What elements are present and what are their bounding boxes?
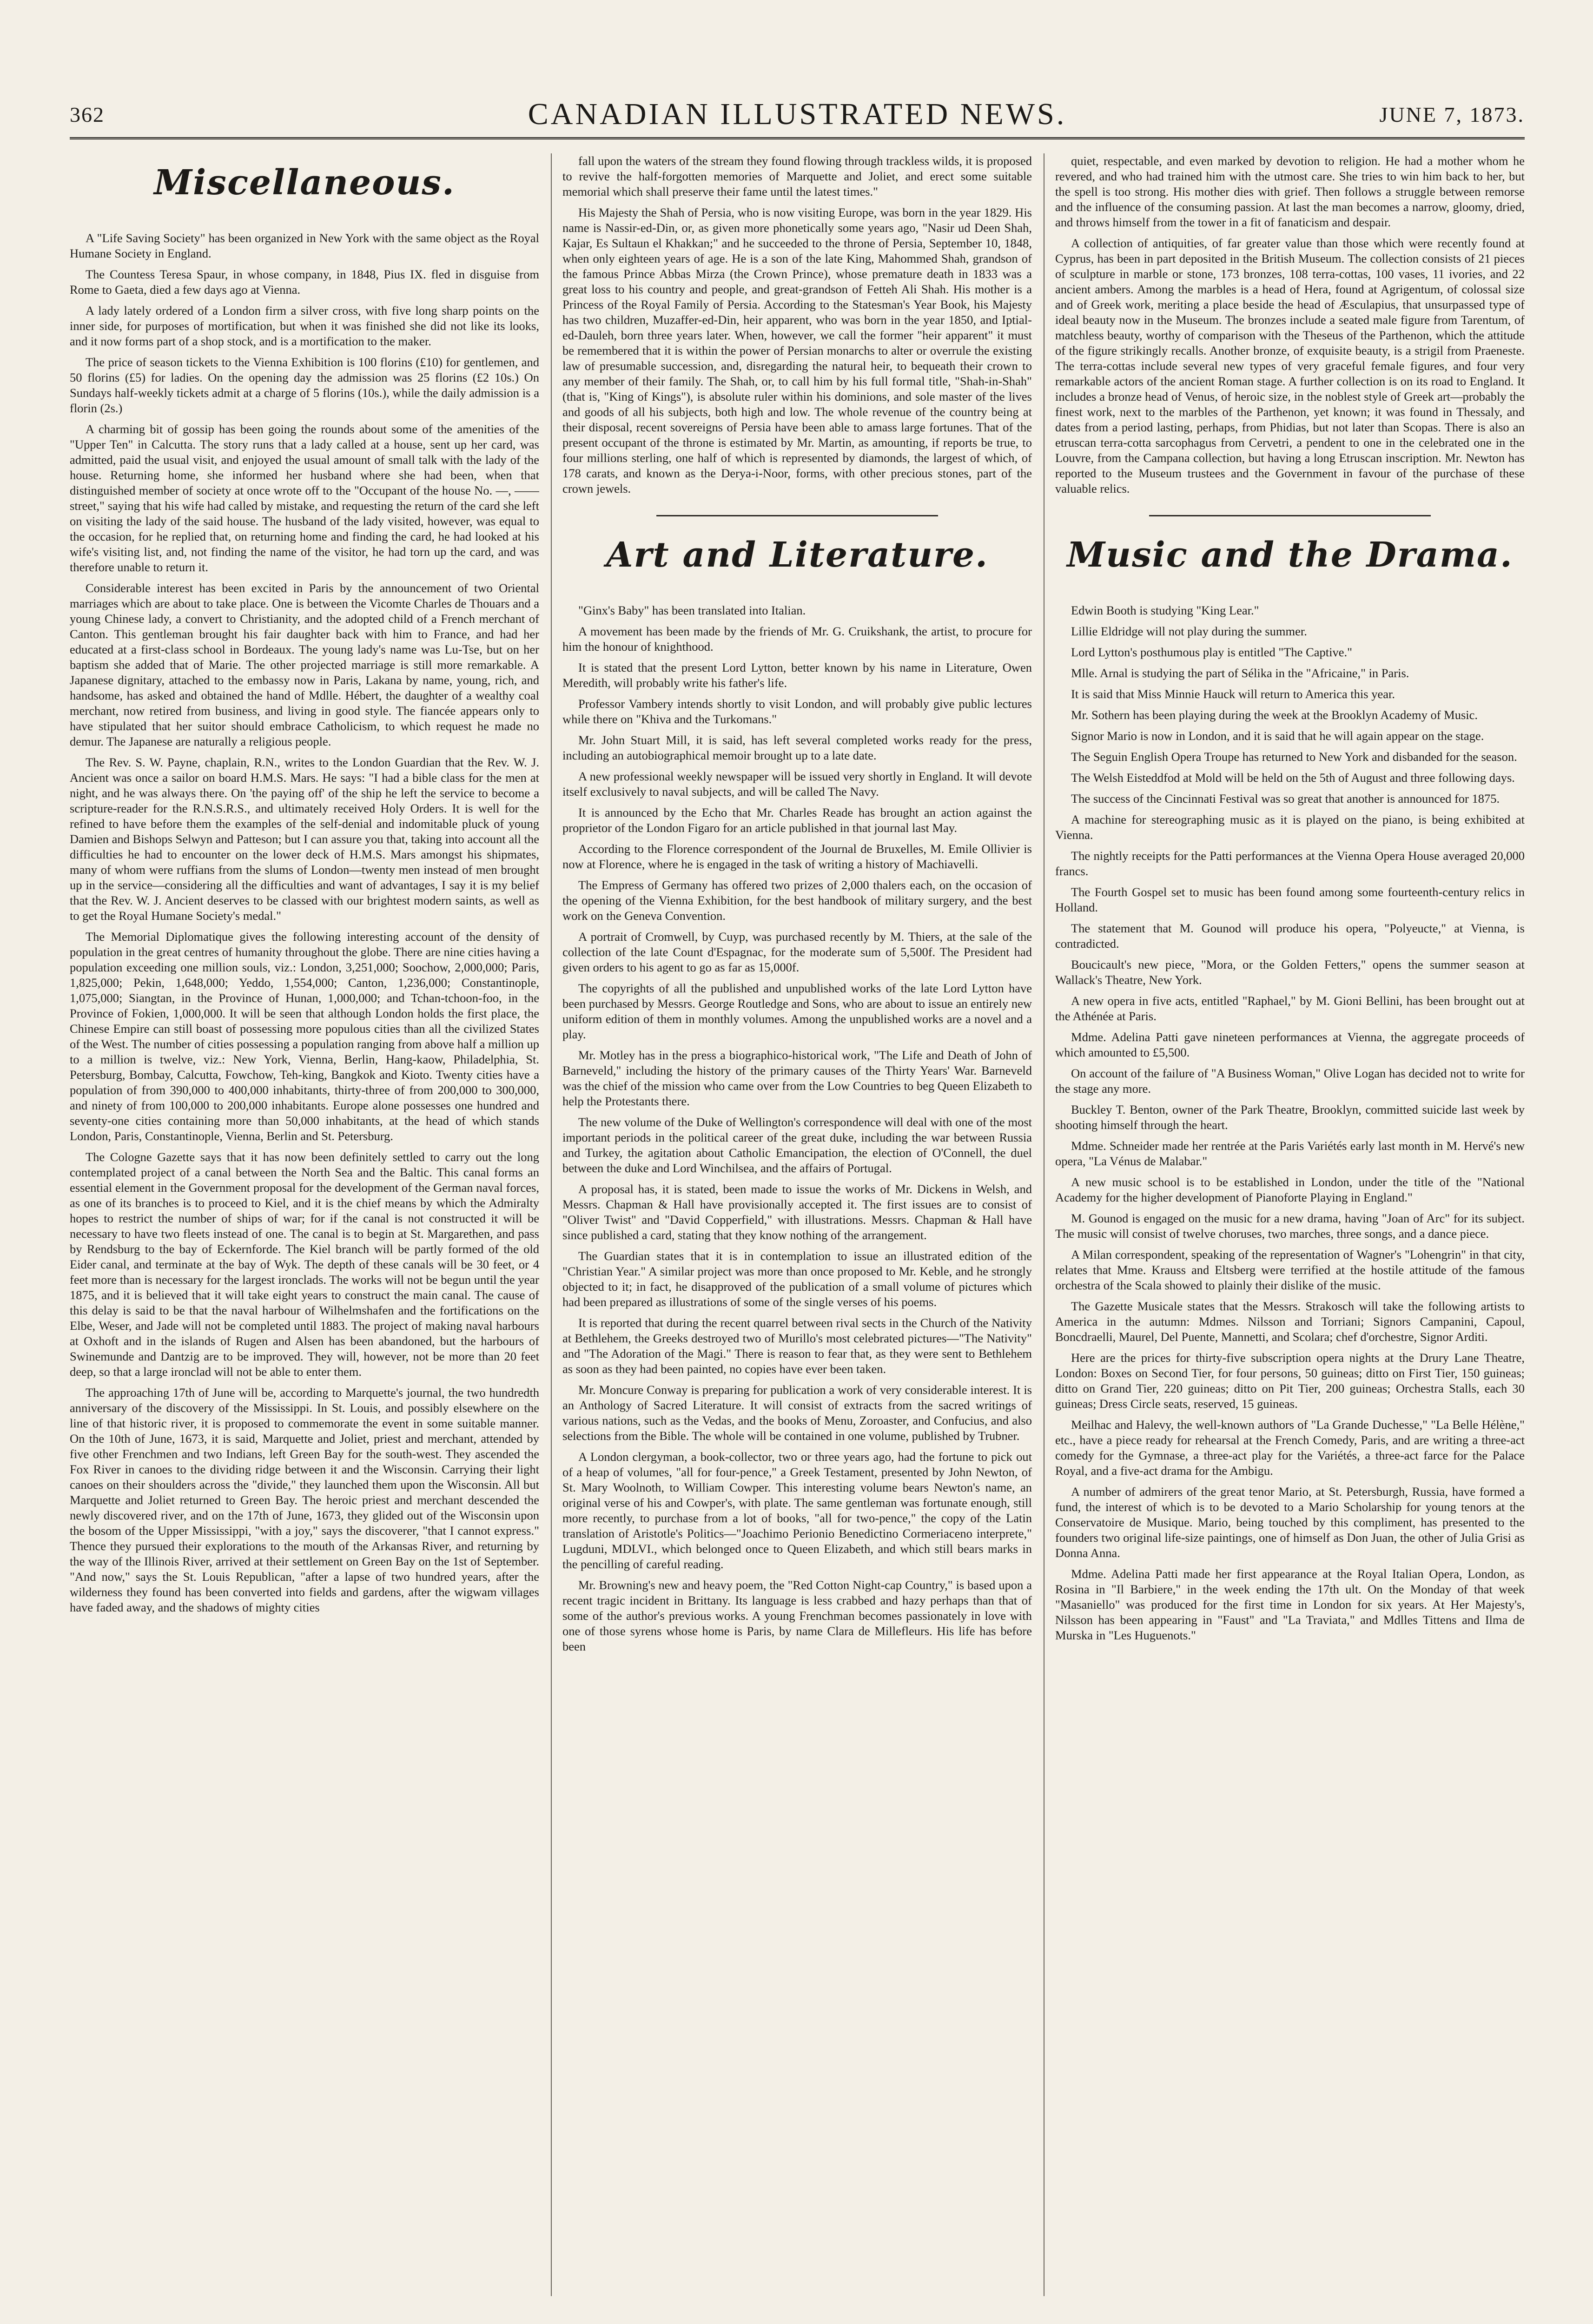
article-paragraph: Considerable interest has been excited in Paris by the announcement of two Oriental marriages which are about to take place. One is between the Vicomte Charles de Thouars and a young Chinese lady, a convert to Christianity, and the adopted child of a French merchant of Canton. This gentleman brought his fair daughter back with him to France, and had her educated at a first-class school in Bordeaux. The young lady's name was Lu-Tse, but on her baptism she added that of Marie. The other projected marriage is still more remarkable. A Japanese dignitary, attached to the embassy now in Paris, Lakana by name, young, rich, and handsome, has asked and obtained the hand of Mdlle. Hébert, the daughter of a wealthy coal merchant, now retired from business, and living in good style. The fiancée appears only to have stipulated that her suitor should embrace Catholicism, to which request he made no demur. The Japanese are naturally a religious people. [70,581,539,748]
article-paragraph: Mdme. Schneider made her rentrée at the Paris Variétés early last month in M. Hervé's new opera, "La Vénus de Malabar." [1055,1139,1525,1168]
newspaper-page [70,93,1525,2296]
column-3 [1055,153,1525,2296]
article-paragraph: The new volume of the Duke of Wellington's correspondence will deal with one of the most important periods in the political career of the great duke, including the war between Russia and Turkey, the agitation about Catholic Emancipation, the election of O'Connell, the duel between the duke and Lord Winchilsea, and the affairs of Portugal. [562,1115,1032,1175]
article-paragraph: The Countess Teresa Spaur, in whose company, in 1848, Pius IX. fled in disguise from Rome to Gaeta, died a few days ago at Vienna. [70,267,539,297]
antiquities-article [1055,153,1525,496]
article-paragraph: It is stated that the present Lord Lytton, better known by his name in Literature, Owen Meredith, will probably write his father's life. [562,660,1032,690]
article-paragraph: It is reported that during the recent quarrel between rival sects in the Church of the Nativity at Bethlehem, the Greeks destroyed two of Murillo's most celebrated pictures—"The Nativity" and "The Adoration of the Magi." There is reason to fear that, as they were sent to Bethlehem as soon as they had been painted, no copies have ever been taken. [562,1316,1032,1376]
article-paragraph: It is said that Miss Minnie Hauck will return to America this year. [1071,687,1395,701]
column-1 [70,153,539,2296]
article-paragraph: A proposal has, it is stated, been made to issue the works of Mr. Dickens in Welsh, and Messrs. Chapman & Hall have provisionally accepted it. The first issues are to consist of "Oliver Twist" and "David Copperfield," with illustrations. Messrs. Chapman & Hall have since published a card, stating that they know nothing of the arrangement. [562,1182,1032,1242]
article-paragraph: The Welsh Eisteddfod at Mold will be held on the 5th of August and three following days. [1071,771,1515,785]
article-paragraph: M. Gounod is engaged on the music for a new drama, having "Joan of Arc" for its subject. The music will consist of twelve choruses, two marches, three songs, and a dance piece. [1055,1211,1525,1241]
issue-date: JUNE 7, 1873. [1379,103,1525,126]
masthead [70,93,1525,139]
article-paragraph: The Gazette Musicale states that the Messrs. Strakosch will take the following artists to America in the autumn: Mdmes. Nilsson and Torriani; Signors Campanini, Capoul, Boncdraelli, Maurel, Del Puente, Mannetti, and Scolara; chef d'orchestre, Signor Arditi. [1055,1299,1525,1344]
article-paragraph: Signor Mario is now in London, and it is said that he will again appear on the stage. [1071,729,1484,743]
section-heading-miscellaneous: Miscellaneous. [154,163,455,203]
article-paragraph: The Guardian states that it is in contemplation to issue an illustrated edition of the "Christian Year." A similar project was more than once proposed to Mr. Keble, and he strongly objected to it; in fact, he disapproved of the publication of a small volume of pictures which had been prepared as illustrations of some of the single verses of his poems. [562,1249,1032,1309]
article-paragraph: The Cologne Gazette says that it has now been definitely settled to carry out the long contemplated project of a canal between the North Sea and the Baltic. This canal forms an essential element in the Government proposal for the development of the German naval forces, as one of its branches is to proceed to Kiel, and it is the chief means by which the Admiralty hopes to restrict the number of ships of war; for if the canal is not constructed it will be necessary to have two fleets instead of one. The canal is to begin at St. Margarethen, and pass by Rendsburg to the bay of Eckernforde. The Kiel branch will be partly formed of the old Eider canal, and terminate at the bay of Wyk. The depth of these canals will be 30 feet, or 4 feet more than is necessary for the largest ironclads. The works will not be begun until the year 1875, and it is believed that it will take eight years to construct the main canal. The cause of this delay is said to be that the naval harbour of Wilhelmshafen and the fortifications on the Elbe, Weser, and Jade will not be completed until 1883. The project of making naval harbours at Oxhoft and in the islands of Rugen and Alsen has been abandoned, but the harbours of Swinemunde and Dantzig are to be improved. They will, however, not be more than 20 feet deep, so that a large ironclad will not be able to enter them. [70,1150,539,1379]
newspaper-title: CANADIAN ILLUSTRATED NEWS. [528,97,1067,131]
article-paragraph: His Majesty the Shah of Persia, who is now visiting Europe, was born in the year 1829. His name is Nassir-ed-Din, or, as given more phonetically some years ago, "Nasir ud Deen Shah, Kajar, Es Sultaun el Khakkan;" and he succeeded to the throne of Persia, September 10, 1848, when only eighteen years of age. He is a son of the late King, Mahommed Shah, grandson of the famous Prince Abbas Mirza (the Crown Prince), whose premature death in 1833 was a great loss to his country and people, and great-grandson of Fetteh Ali Shah. His mother is a Princess of the Royal Family of Persia. According to the Statesman's Year Book, his Majesty has two children, Muzaffer-ed-Din, heir apparent, who was born in the year 1850, and Iptial-ed-Dauleh, born three years later. When, however, we call the former "heir apparent" it must be remembered that it is within the power of Persian monarchs to alter or overrule the existing law of presumable succession, and, disregarding the natural heir, to bequeath their crown to any member of their family. The Shah, or, to call him by his full formal title, "Shah-in-Shah" (that is, "King of Kings"), is absolute ruler within his dominions, and sole master of the lives and goods of all his subjects, both high and low. The whole revenue of the country being at their disposal, recent sovereigns of Persia have been able to amass large fortunes. That of the present occupant of the throne is estimated by Mr. Martin, as amounting, if reports be true, to four millions sterling, one half of which is represented by diamonds, the largest of which, of 178 carats, and known as the Derya-i-Noor, forms, with other precious stones, part of the crown jewels. [562,205,1032,495]
article-paragraph: A collection of antiquities, of far greater value than those which were recently found at Cyprus, has been in part deposited in the British Museum. The collection consists of 21 pieces of sculpture in marble or stone, 173 bronzes, 108 terra-cottas, 100 vases, 11 ivories, and 22 ancient ambers. Among the marbles is a head of Hera, found at Agrigentum, of colossal size and of Greek work, meriting a place beside the head of Æsculapius, that unsurpassed type of ideal beauty now in the Museum. The bronzes include a seated male figure from Tarentum, of matchless beauty, worthy of comparison with the Theseus of the Parthenon, which the attitude of the figure strikingly recalls. Another bronze, of exquisite beauty, is a strigil from Praeneste. The terra-cottas include several new types of very graceful female figures, and four very remarkable actors of the ancient Roman stage. A further collection is on its road to England. It includes a bronze head of Venus, of heroic size, in the noblest style of Greek art—probably the finest work, next to the marbles of the Parthenon, yet known; it was found in Thessaly, and dates from a period lasting, perhaps, from Phidias, but not later than Scopas. There is also an etruscan terra-cotta sarcophagus from Cervetri, a pendent to one in the celebrated one in the Louvre, from the Campana collection, but having a long Etruscan inscription. Mr. Newton has reported to the Museum trustees and the Government in favour of the purchase of these valuable relics. [1055,236,1525,495]
article-paragraph: quiet, respectable, and even marked by devotion to religion. He had a mother whom he revered, and who had trained him with the utmost care. She tries to win him back to her, but the spell is too strong. His mother dies with grief. Then follows a struggle between remorse and the influence of the consuming passion. At last the man becomes a narrow, gloomy, dried, and throws himself from the tower in a fit of fanaticism and despair. [1055,154,1525,229]
article-paragraph: A charming bit of gossip has been going the rounds about some of the amenities of the "Upper Ten" in Calcutta. The story runs that a lady called at a house, sent up her card, was admitted, paid the usual visit, and enjoyed the usual amount of small talk with the lady of the house. Returning home, she informed her husband where she had been, when that distinguished member of society at once wrote off to the "Occupant of the house No. —, —— street," saying that his wife had called by mistake, and requesting the return of the card she left on visiting the lady of the said house. The husband of the lady visited, however, was equal to the occasion, for he replied that, on returning home and finding the card, he had looked at his wife's visiting list, and, not finding the name of the visitor, he had torn up the card, and was therefore unable to return it. [70,422,539,574]
article-paragraph: A lady lately ordered of a London firm a silver cross, with five long sharp points on the inner side, for purposes of mortification, but when it was finished she did not like its looks, and it now forms part of a shop stock, and is a mortification to the maker. [70,304,539,348]
section-divider [656,515,938,516]
article-paragraph: A Milan correspondent, speaking of the representation of Wagner's "Lohengrin" in that city, relates that Mme. Krauss and Eltsberg were terrified at the hostile attitude of the famous orchestra of the Scala showed to plainly their dislike of the music. [1055,1248,1525,1292]
article-paragraph: On account of the failure of "A Business Woman," Olive Logan has decided not to write for the stage any more. [1055,1066,1525,1096]
miscellaneous-body [70,231,539,1615]
article-paragraph: The Fourth Gospel set to music has been found among some fourteenth-century relics in Holland. [1055,885,1525,914]
article-paragraph: It is announced by the Echo that Mr. Charles Reade has brought an action against the proprietor of the London Figaro for an article published in that journal last May. [562,805,1032,835]
article-paragraph: A "Life Saving Society" has been organized in New York with the same object as the Royal Humane Society in England. [70,231,539,260]
page-number: 362 [70,103,105,126]
article-paragraph: The price of season tickets to the Vienna Exhibition is 100 florins (£10) for gentlemen, and 50 florins (£5) for ladies. On the opening day the admission was 25 florins (£2 10s.) On Sundays half-weekly tickets admit at a charge of 5 florins (10s.), while the daily admission is a florin (2s.) [70,355,539,415]
article-paragraph: The approaching 17th of June will be, according to Marquette's journal, the two hundredth anniversary of the discovery of the Mississippi. In St. Louis, and possibly elsewhere on the line of that historic river, it is proposed to commemorate the event in some suitable manner. On the 10th of June, 1673, it is said, Marquette and Joliet, priest and merchant, attended by five other Frenchmen and two Indians, left Green Bay for the south-west. They ascended the Fox River in canoes to the dividing ridge between it and the Wisconsin. Carrying their light canoes on their shoulders across the "divide," they launched them upon the Wisconsin. All but Marquette and Joliet returned to Green Bay. The heroic priest and merchant descended the newly discovered river, and on the 17th of June, 1673, they glided out of the Wisconsin upon the bosom of the Upper Mississippi, "with a joy," says the discoverer, "that I cannot express." Thence they pursued their explorations to the mouth of the Arkansas River, and returning by the way of the Illinois River, arrived at their settlement on Green Bay on the 1st of September. "And now," says the St. Louis Republican, "after a lapse of two hundred years, after the wilderness they found has been converted into fields and gardens, after the wigwam villages have faded away, and the shadows of mighty cities [70,1386,539,1614]
article-paragraph: Professor Vambery intends shortly to visit London, and will probably give public lectures while there on "Khiva and the Turkomans." [562,697,1032,726]
article-paragraph: Mdme. Adelina Patti gave nineteen performances at Vienna, the aggregate proceeds of which amounted to £5,500. [1055,1030,1525,1059]
article-paragraph: Mdme. Adelina Patti made her first appearance at the Royal Italian Opera, London, as Rosina in "Il Barbiere," in the week ending the 17th ult. On the Monday of that week "Masaniello" was produced for the first time in London for six years. At Her Majesty's, Nilsson has been appearing in "Faust" and "La Traviata," and Mdlles Tittens and Ilma de Murska in "Les Huguenots." [1055,1567,1525,1642]
article-paragraph: The Memorial Diplomatique gives the following interesting account of the density of population in the great centres of humanity throughout the globe. There are nine cities having a population exceeding one million souls, viz.: London, 3,251,000; Soochow, 2,000,000; Paris, 1,825,000; Pekin, 1,648,000; Yeddo, 1,554,000; Canton, 1,236,000; Constantinople, 1,075,000; Siangtan, in the Province of Hunan, 1,000,000; and Tchan-tchoon-foo, in the Province of Fokien, 1,000,000. It will be seen that although London holds the first place, the Chinese Empire can still boast of possessing more populous cities than all the civilized States of the West. The number of cities possessing a population ranging from above half a million up to a million is twelve, viz.: New York, Vienna, Berlin, Hang-kaow, Philadelphia, St. Petersburg, Bombay, Calcutta, Fowchow, Teh-king, Bangkok and Kioto. Twenty cities have a population of from 390,000 to 400,000 inhabitants, thirty-three of from 200,000 to 300,000, and ninety of from 100,000 to 200,000 inhabitants. Europe alone possesses one hundred and seventy-one cities containing more than 50,000 inhabitants, at the head of which stands London, Paris, Constantinople, Vienna, Berlin and St. Petersburg. [70,930,539,1143]
article-paragraph: "Ginx's Baby" has been translated into Italian. [578,603,806,617]
article-paragraph: The nightly receipts for the Patti performances at the Vienna Opera House averaged 20,000 francs. [1055,849,1525,878]
article-paragraph: Lord Lytton's posthumous play is entitled "The Captive." [1071,645,1352,659]
article-paragraph: Mr. John Stuart Mill, it is said, has left several completed works ready for the press, including an autobiographical memoir brought up to a late date. [562,733,1032,762]
article-paragraph: Mlle. Arnal is studying the part of Sélika in the "Africaine," in Paris. [1071,666,1409,680]
article-paragraph: According to the Florence correspondent of the Journal de Bruxelles, M. Emile Ollivier is now at Florence, where he is engaged in the task of writing a history of Machiavelli. [562,842,1032,871]
art-body [562,603,1032,1654]
article-paragraph: The statement that M. Gounod will produce his opera, "Polyeucte," at Vienna, is contradicted. [1055,921,1525,951]
article-paragraph: The Empress of Germany has offered two prizes of 2,000 thalers each, on the occasion of the opening of the Vienna Exhibition, for the best handbook of military surgery, and the best work on the Geneva Convention. [562,878,1032,923]
article-paragraph: Mr. Browning's new and heavy poem, the "Red Cotton Night-cap Country," is based upon a recent tragic incident in Brittany. Its language is less crabbed and hazy perhaps than that of some of the author's previous works. A young Frenchman becomes passionately in love with one of those syrens whose home is Paris, by name Clara de Millefleurs. His life has before been [562,1578,1032,1653]
section-heading-music: Music and the Drama. [1067,535,1513,575]
article-paragraph: Meilhac and Halevy, the well-known authors of "La Grande Duchesse," "La Belle Hélène," etc., have a piece ready for rehearsal at the French Comedy, Paris, and are writing a three-act comedy for the Gymnase, a three-act play for the Variétés, a three-act farce for the Palace Royal, and a five-act drama for the Ambigu. [1055,1418,1525,1478]
section-heading-art: Art and Literature. [606,535,988,575]
article-paragraph: A new professional weekly newspaper will be issued very shortly in England. It will devote itself exclusively to naval subjects, and will be called The Navy. [562,769,1032,799]
article-paragraph: The Seguin English Opera Troupe has returned to New York and disbanded for the season. [1071,750,1517,764]
article-paragraph: Lillie Eldridge will not play during the summer. [1071,624,1307,638]
column-2 [562,153,1032,2296]
shah-article [562,153,1032,496]
article-paragraph: Mr. Sothern has been playing during the week at the Brooklyn Academy of Music. [1071,708,1478,722]
article-paragraph: Boucicault's new piece, "Mora, or the Golden Fetters," opens the summer season at Wallack's Theatre, New York. [1055,957,1525,987]
article-paragraph: Mr. Motley has in the press a biographico-historical work, "The Life and Death of John of Barneveld," including the history of the primary causes of the Thirty Years' War. Barneveld was the chief of the mission who came over from the Low Countries to beg Queen Elizabeth to help the Protestants there. [562,1048,1032,1108]
article-paragraph: A London clergyman, a book-collector, two or three years ago, had the fortune to pick out of a heap of volumes, "all for four-pence," a Greek Testament, presented by John Newton, of St. Mary Woolnoth, to William Cowper. This interesting volume bears Newton's name, an original verse of his and Cowper's, with plate. The same gentleman was fortunate enough, still more recently, to purchase from a lot of books, "all for two-pence," the copy of the Latin translation of Aristotle's Politics—"Joachimo Perionio Benedictino Cormeriaceno interprete," Lugduni, MDLVI., which belonged once to Queen Elizabeth, and which still bears marks in the pencilling of careful reading. [562,1450,1032,1571]
article-paragraph: Here are the prices for thirty-five subscription opera nights at the Drury Lane Theatre, London: Boxes on Second Tier, for four persons, 50 guineas; ditto on First Tier, 150 guineas; ditto on Grand Tier, 220 guineas; ditto on Pit Tier, 200 guineas; Orchestra Stalls, each 30 guineas; Dress Circle seats, reserved, 15 guineas. [1055,1351,1525,1411]
article-paragraph: A portrait of Cromwell, by Cuyp, was purchased recently by M. Thiers, at the sale of the collection of the late Count d'Espagnac, for the moderate sum of 5,500f. The President had given orders to his agent to go as far as 15,000f. [562,930,1032,974]
article-paragraph: A movement has been made by the friends of Mr. G. Cruikshank, the artist, to procure for him the honour of knighthood. [562,624,1032,654]
article-paragraph: Edwin Booth is studying "King Lear." [1071,603,1259,617]
article-paragraph: Mr. Moncure Conway is preparing for publication a work of very considerable interest. It is an Anthology of Sacred Literature. It will consist of extracts from the sacred writings of various nations, such as the Vedas, and the books of Menu, Zoroaster, and Confucius, and also selections from the Bible. The whole will be contained in one volume, published by Trubner. [562,1383,1032,1443]
article-paragraph: The copyrights of all the published and unpublished works of the late Lord Lytton have been purchased by Messrs. George Routledge and Sons, who are about to issue an entirely new uniform edition of them in monthly volumes. Among the unpublished works are a novel and a play. [562,981,1032,1041]
article-paragraph: A new opera in five acts, entitled "Raphael," by M. Gioni Bellini, has been brought out at the Athénée at Paris. [1055,994,1525,1023]
article-paragraph: A machine for stereographing music as it is played on the piano, is being exhibited at Vienna. [1055,812,1525,842]
article-paragraph: A new music school is to be established in London, under the title of the "National Academy for the higher development of Pianoforte Playing in England." [1055,1175,1525,1204]
article-paragraph: fall upon the waters of the stream they found flowing through trackless wilds, it is proposed to revive the half-forgotten memories of Marquette and Joliet, and erect some suitable memorial which shall preserve their fame until the latest times." [562,154,1032,198]
music-body [1055,603,1525,1643]
article-paragraph: The Rev. S. W. Payne, chaplain, R.N., writes to the London Guardian that the Rev. W. J. Ancient was once a sailor on board H.M.S. Mars. He says: "I had a bible class for the men at night, and he was always there. On 'the paying off' of the ship he left the service to become a scripture-reader for the R.N.S.R.S., and ultimately received Holy Orders. It is well for the refined to have before them the examples of the self-denial and indomitable pluck of young Damien and Bishops Selwyn and Patteson; but I can assure you that, taking into account all the difficulties he had to encounter on the lower deck of H.M.S. Mars amongst his shipmates, many of whom were ruffians from the slums of London—twenty men instead of men brought up in the service—considering all the difficulties and want of advantages, I say it is my belief that the Rev. W. J. Ancient deserves to be classed with our brightest modern saints, as well as to get the Royal Humane Society's medal." [70,755,539,923]
columns [70,153,1525,2296]
section-divider [1149,515,1431,516]
article-paragraph: Buckley T. Benton, owner of the Park Theatre, Brooklyn, committed suicide last week by shooting himself through the heart. [1055,1103,1525,1132]
article-paragraph: The success of the Cincinnati Festival was so great that another is announced for 1875. [1071,792,1500,805]
article-paragraph: A number of admirers of the great tenor Mario, at St. Petersburgh, Russia, have formed a fund, the interest of which is to be devoted to a Mario Scholarship for young tenors at the Conservatoire de Musique. Mario, being touched by this compliment, has presented to the founders two original life-size paintings, one of himself as Don Juan, the other of Julia Grisi as Donna Anna. [1055,1485,1525,1560]
